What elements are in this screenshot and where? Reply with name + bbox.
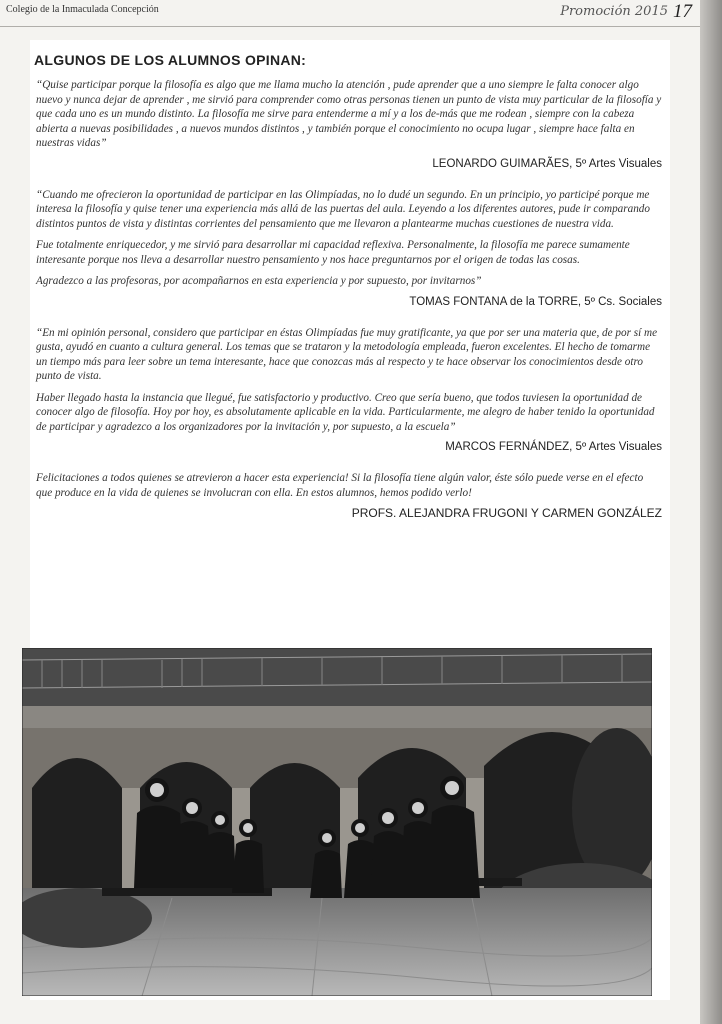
testimonial-paragraph: “En mi opinión personal, considero que participar en éstas Olimpíadas fue muy gratificante, ya que por ser una materia que, de por sí me gusta, ayudó en cuanto a cultura general. Los temas que se trataron y la metodología empleada, fueron excelentes. El hecho de tomarme un tiempo más para leer sobre un tema interesante, hace que conozcas más al respecto y te hace observar los conocimientos desde otro punto de vista. bbox=[36, 326, 658, 382]
testimonial-paragraph: Haber llegado hasta la instancia que llegué, fue satisfactorio y productivo. Creo que sería bueno, que todos tuviesen la oportunidad de conocer algo de filosofía. Hoy por hoy, es absolutamente aplicable en la vida. Particularmente, me alegro de haber tenido la oportunidad de participar y agradezco a los organizadores por la invitación y, por supuesto, a la escuela” bbox=[36, 391, 655, 433]
testimonial-paragraph: Agradezco a las profesoras, por acompañarnos en esta experiencia y por supuesto, por invitarnos” bbox=[36, 275, 482, 287]
testimonial-quote bbox=[36, 326, 662, 435]
testimonial-quote bbox=[36, 188, 662, 289]
testimonial-paragraph: “Quise participar porque la filosofía es algo que me llama mucho la atención , pude aprender que a uno siempre le falta conocer algo nuevo y nunca dejar de aprender , me sirvió para comprender como otras personas tienen un punto de vista muy particular de la filosofía y que cada uno es un mundo distinto. La filosofía me sirve para entenderme a mí y a los de-más que me rodean , siempre con la cabeza abierta a nuevas posibilidades , a nuevos mundos distintos , y también porque el conocimiento no ocupa lugar , siempre hace falta en nuestras vidas” bbox=[36, 79, 662, 149]
testimonial-paragraph: “Cuando me ofrecieron la oportunidad de participar en las Olimpíadas, no lo dudé un segundo. En un principio, yo participé porque me interesa la filosofía y quise tener una experiencia más allá de las puertas del aula. Leyendo a los diferentes autores, pude ir comparando distintos puntos de vista y distintas corrientes del pensamiento que me llevaron a plantearme muchas cuestiones de nuestra vida. bbox=[36, 188, 650, 230]
text-area bbox=[30, 52, 670, 520]
section-title: ALGUNOS DE LOS ALUMNOS OPINAN: bbox=[34, 52, 307, 68]
testimonial-paragraph: Fue totalmente enriquecedor, y me sirvió para desarrollar mi capacidad reflexiva. Personalmente, la filosofía me parece sumamente interesante porque nos lleva a desarrollar nuestro pensamiento y nos hace preguntarnos por el origen de todas las cosas. bbox=[36, 239, 630, 266]
testimonial-author: LEONARDO GUIMARÃES, 5º Artes Visuales bbox=[432, 157, 662, 170]
testimonial bbox=[30, 188, 670, 308]
group-photo-courtyard-icon bbox=[22, 648, 652, 996]
closing-text: Felicitaciones a todos quienes se atrevieron a hacer esta experiencia! Si la filosofía tiene algún valor, éste sólo puede verse en el efecto que produce en la vida de quienes se involucran con ella. En estos alumnos, hemos podido verlo! bbox=[36, 472, 644, 499]
page-number: 17 bbox=[673, 1, 692, 22]
promotion-label: Promoción 2015 bbox=[560, 4, 668, 19]
testimonial bbox=[30, 326, 670, 454]
closing-author: PROFS. ALEJANDRA FRUGONI Y CARMEN GONZÁLEZ bbox=[351, 506, 662, 520]
content-box bbox=[30, 40, 670, 1000]
testimonial-quote bbox=[36, 78, 662, 151]
testimonial-author: MARCOS FERNÁNDEZ, 5º Artes Visuales bbox=[445, 441, 662, 453]
testimonial-author: TOMAS FONTANA de la TORRE, 5º Cs. Sociales bbox=[409, 295, 662, 308]
scan-edge bbox=[700, 0, 722, 1024]
testimonial bbox=[30, 78, 670, 170]
group-photo bbox=[22, 648, 652, 996]
school-name: Colegio de la Inmaculada Concepción bbox=[6, 4, 159, 15]
page-header bbox=[0, 0, 700, 27]
